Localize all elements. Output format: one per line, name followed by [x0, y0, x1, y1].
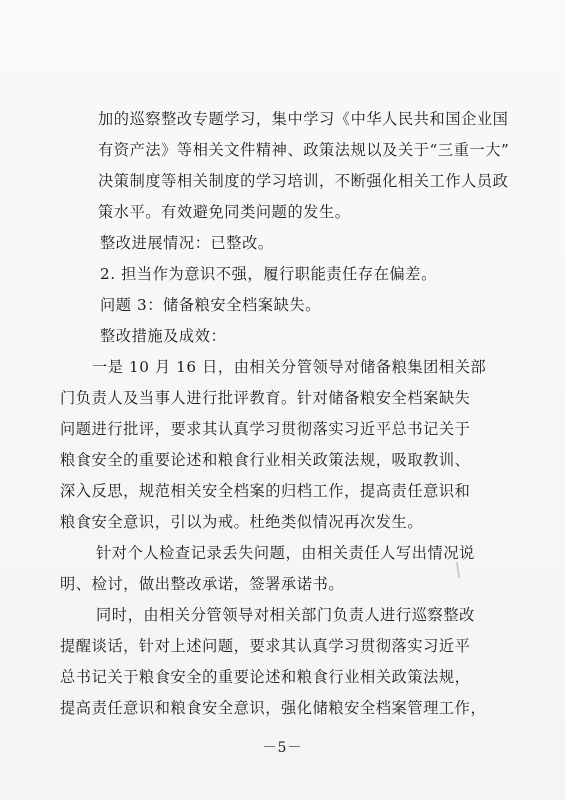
- text-line: 加的巡察整改专题学习，集中学习《中华人民共和国企业国: [98, 110, 509, 128]
- text-line: 问题进行批评，要求其认真学习贯彻落实习近平总书记关于: [60, 420, 471, 438]
- text-line: 决策制度等相关制度的学习培训，不断强化相关工作人员政: [98, 172, 509, 190]
- text-line: 同时，由相关分管领导对相关部门负责人进行巡察整改: [96, 606, 475, 624]
- text-line: 2. 担当作为意识不强，履行职能责任存在偏差。: [100, 265, 437, 283]
- text-line: 整改进展情况：已整改。: [100, 234, 274, 252]
- text-line: 提醒谈话，针对上述问题，要求其认真学习贯彻落实习近平: [60, 637, 471, 655]
- text-line: 明、检讨，做出整改承诺，签署承诺书。: [60, 575, 345, 593]
- text-line: 总书记关于粮食安全的重要论述和粮食行业相关政策法规，: [60, 668, 471, 686]
- text-line: 提高责任意识和粮食安全意识，强化储粮安全档案管理工作，: [60, 699, 487, 717]
- text-line: 问题 3：储备粮安全档案缺失。: [100, 296, 321, 314]
- text-line: 策水平。有效避免同类问题的发生。: [98, 203, 351, 221]
- text-line: 粮食安全意识，引以为戒。杜绝类似情况再次发生。: [60, 513, 424, 531]
- text-line: 门负责人及当事人进行批评教育。针对储备粮安全档案缺失: [60, 389, 471, 407]
- text-line: 深入反思，规范相关安全档案的归档工作，提高责任意识和: [60, 482, 471, 500]
- text-line: 整改措施及成效：: [100, 327, 227, 345]
- text-line: 一是 10 月 16 日，由相关分管领导对储备粮集团相关部: [92, 358, 487, 376]
- text-line: 有资产法》等相关文件精神、政策法规以及关于“三重一大”: [98, 141, 510, 159]
- document-body: [60, 104, 510, 724]
- text-line: 粮食安全的重要论述和粮食行业相关政策法规，吸取教训、: [60, 451, 471, 469]
- text-line: 针对个人检查记录丢失问题，由相关责任人写出情况说: [96, 544, 475, 562]
- page-number: －5－: [262, 740, 303, 756]
